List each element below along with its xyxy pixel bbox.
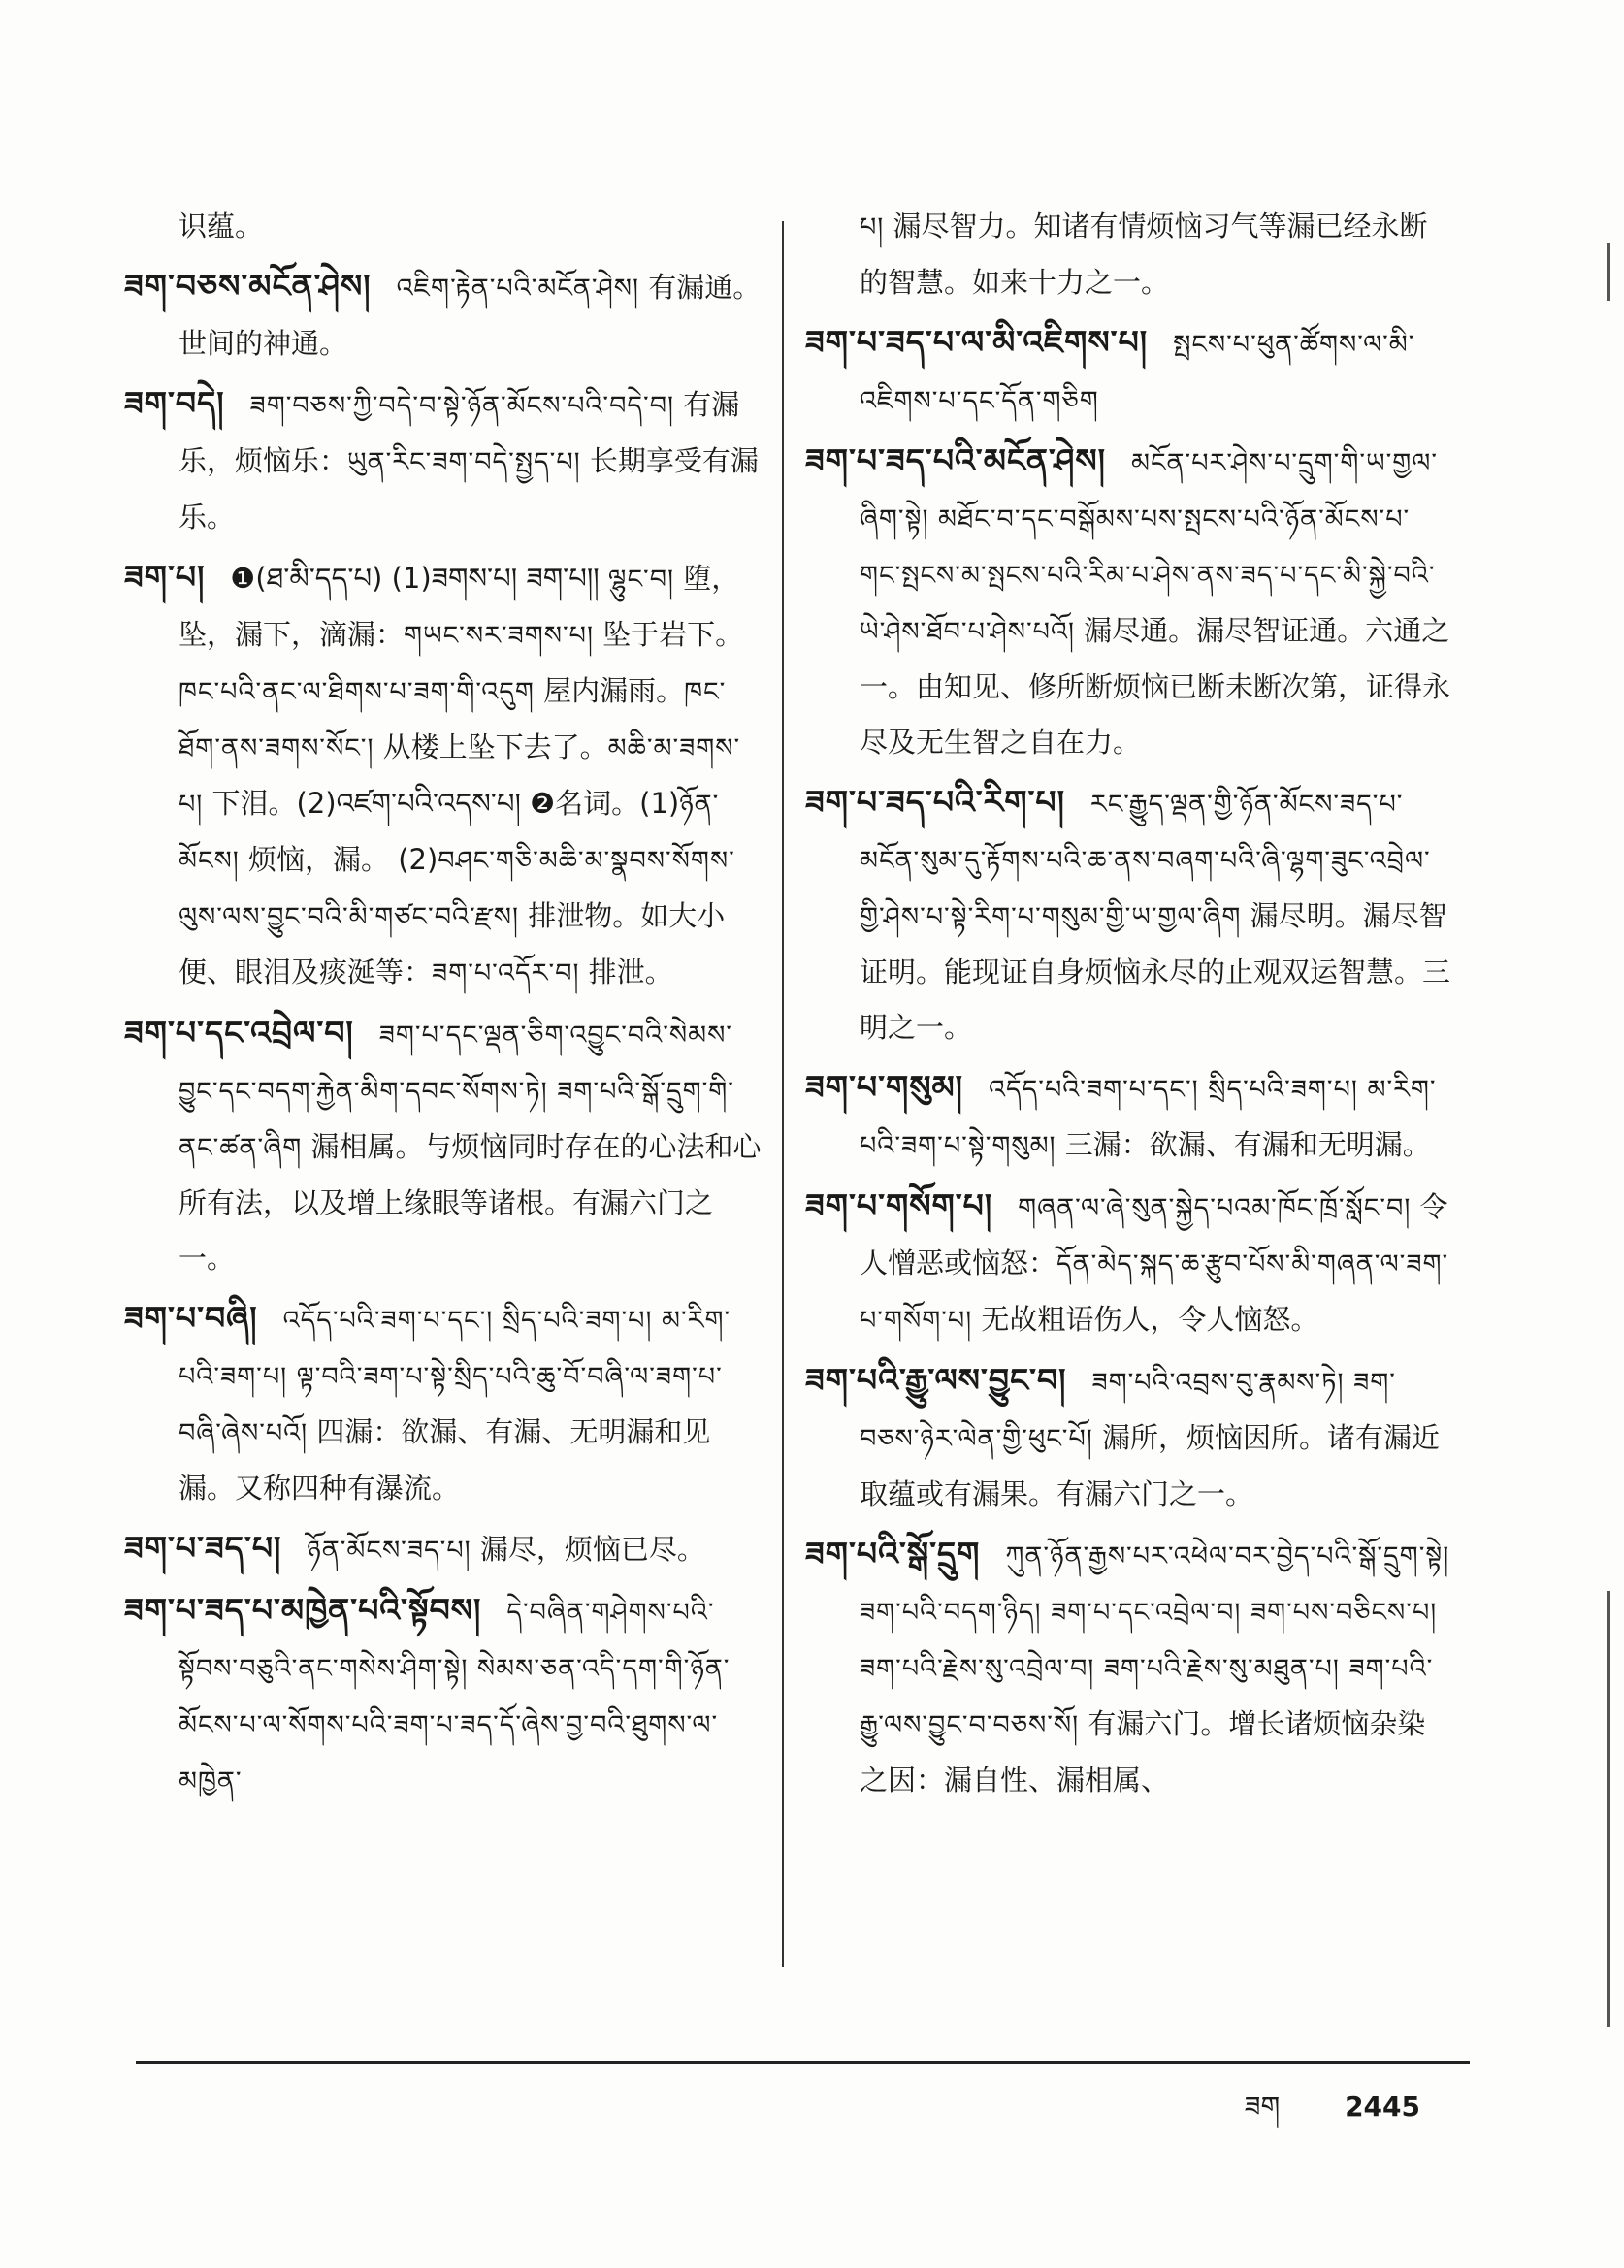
tibetan-text: ཁང་ཐོག་ནས་ཟགས་སོང་། [179,677,727,763]
dictionary-entry [124,375,764,545]
entry-headword: ཟག་བཅས་མངོན་ཤེས། [124,267,372,305]
dictionary-entry [805,774,1450,1055]
dictionary-entry [805,1178,1450,1348]
chinese-text: 有漏乐，烦恼乐： [179,388,740,477]
dictionary-entry [805,1059,1450,1174]
tibetan-text: དེ་བཞིན་གཤེགས་པའི་སྟོབས་བཅུའི་ནང་གསེས་ཤིག་སྟེ། སེམས་ཅན་འདི་དག་གི་ཉོན་མོངས་པ་ལ་སོགས་པའི་ཟག་པ་ཟད་དོ་ཞེས་བྱ་བའི་ཐུགས་ལ་མཁྱེན་ [179,1598,731,1797]
entry-headword: ཟག་པ་བཞི། [124,1299,258,1337]
chinese-text: 漏尽智力。知诸有情烦恼习气等漏已经永断的智慧。如来十力之一。 [860,210,1428,299]
dictionary-entry [805,1352,1450,1522]
chinese-text: 四漏：欲漏、有漏、无明漏和见漏。又称四种有瀑流。 [179,1415,711,1505]
tibetan-text: སྤངས་པ་ཕུན་ཚོགས་ལ་མི་འཇིགས་པ་དང་དོན་གཅིག [860,330,1415,416]
tibetan-text: ཀུན་ཉོན་རྒྱས་པར་འཕེལ་བར་བྱེད་པའི་སྒོ་དྲུག་སྟེ། ཟག་པའི་བདག་ཉིད། ཟག་པ་དང་འབྲེལ་བ། ཟག་པས་བཅིངས་པ། ཟག་པའི་རྗེས་སུ་འབྲེལ་བ། ཟག་པའི་རྗེས་སུ་མཐུན་པ། ཟག་པའི་རྒྱུ་ལས་བྱུང་བ་བཅས་སོ། [860,1541,1450,1740]
entry-headword: ཟག་པ་དང་འབྲེལ་བ། [124,1014,354,1052]
page-number: 2445 [1345,2090,1420,2122]
chinese-text: 漏相属。与烦恼同时存在的心法和心所有法，以及增上缘眼等诸根。有漏六门之一。 [179,1130,762,1275]
tibetan-text: གཞན་ལ་ཞེ་སུན་སྐྱེད་པའམ་ཁོང་ཁྲོ་སློང་བ། [1018,1193,1412,1223]
entry-headword: ཟག་པ་གསུམ། [805,1068,964,1106]
chinese-text: 有漏通。世间的神通。 [179,271,762,360]
tibetan-text: རང་རྒྱུད་ལྡན་གྱི་ཉོན་མོངས་ཟད་པ་མངོན་སུམ་དུ་རྟོགས་པའི་ཆ་ནས་བཞག་པའི་ཞི་ལྷག་ཟུང་འབྲེལ་གྱི་ཤེས་པ་སྟེ་རིག་པ་གསུམ་གྱི་ཡ་གྱལ་ཞིག [860,790,1431,932]
entry-headword: ཟག་པ་ཟད་པའི་རིག་པ། [805,783,1065,821]
chinese-text: 无故粗语伤人，令人恼怒。 [972,1303,1319,1336]
footer-rule [136,2061,1470,2064]
tibetan-text: ཉོན་མོངས་ཟད་པ། [307,1536,471,1566]
right-lead-text [805,199,1450,310]
tibetan-text: དོན་མེད་སྐད་ཆ་རྩུབ་པོས་མི་གཞན་ལ་ཟག་པ་གསོག་པ། [860,1249,1449,1336]
chinese-text: 三漏：欲漏、有漏和无明漏。 [1056,1128,1431,1161]
tibetan-text: ཟག་པ་འདོར་བ། [432,958,580,988]
tibetan-text: ལྷུང་བ། [607,565,674,595]
dictionary-entry [124,549,764,1001]
tibetan-text: ཉོན་མོངས། [179,790,720,876]
scan-edge-mark [1607,243,1610,301]
tibetan-text: མཆི་མ་ཟགས་པ། [179,733,741,820]
dictionary-entry [805,1526,1450,1808]
column-divider [782,221,784,1967]
tibetan-text: འཇིག་རྟེན་པའི་མངོན་ཤེས། [396,274,639,304]
entry-headword: ཟག་པ་ཟད་པ་ལ་མི་འཇིགས་པ། [805,323,1149,361]
tibetan-text: ཟག་པ་དང་ལྡན་ཅིག་འབྱུང་བའི་སེམས་བྱུང་དང་བདག་རྐྱེན་མིག་དབང་སོགས་ཏེ། ཟག་པའི་སྒོ་དྲུག་གི་ནང་ཚན་ཞིག [179,1021,734,1163]
chinese-text: 坠于岩下。 [593,618,744,651]
entry-headword: ཟག་པ་ཟད་པ། [124,1529,282,1567]
left-lead-text: 识蕴。 [179,210,264,243]
tibetan-text: བཤང་གཅི་མཆི་མ་སྣབས་སོགས་ལུས་ལས་བྱུང་བའི་མི་གཙང་བའི་རྫས། [179,846,735,932]
entry-headword: ཟག་བདེ། [124,384,225,422]
dictionary-entry [124,1582,764,1809]
chinese-text: 排泄物。如大小便、眼泪及痰涎等： [179,899,726,988]
dictionary-entry [124,1520,764,1578]
dictionary-entry [805,314,1450,429]
chinese-text: 有漏六门。增长诸烦恼杂染之因：漏自性、漏相属、 [860,1707,1426,1797]
entry-headword: ཟག་པའི་རྒྱུ་ལས་བྱུང་བ། [805,1361,1067,1399]
chinese-text: 排泄。 [579,956,673,988]
tibetan-text: འདོད་པའི་ཟག་པ་དང་། སྲིད་པའི་ཟག་པ། མ་རིག་པའི་ཟག་པ་སྟེ་གསུམ། [860,1075,1437,1161]
tibetan-text: ཟག་པའི་འབྲས་བུ་རྣམས་ཏེ། ཟག་བཅས་ཉེར་ལེན་གྱི་ཕུང་པོ། [860,1368,1396,1454]
right-column [805,199,1450,1812]
chinese-text: 烦恼，漏。 (2) [239,843,438,876]
left-column [124,199,764,1813]
footer-section-word: ཟག [1244,2090,1281,2122]
chinese-text: 漏尽，烦恼已尽。 [471,1533,705,1566]
dictionary-entry [124,1290,764,1516]
entry-headword: ཟག་པ་གསོག་པ། [805,1186,993,1224]
chinese-text: 堕，坠，漏下，滴漏： [179,562,740,651]
scan-edge-mark [1607,1591,1610,2027]
chinese-text: 长期享受有漏乐。 [179,444,759,534]
chinese-text: 令人憎恶或恼怒： [860,1190,1448,1280]
entry-headword: ཟག་པ་ཟད་པའི་མངོན་ཤེས། [805,441,1106,479]
chinese-text: 下泪。(2)འཛག་པའི་འདས་པ། ❷名词。(1) [203,787,680,820]
tibetan-text: པ། [860,212,885,243]
dictionary-entry [805,433,1450,770]
chinese-text: 从楼上坠下去了。 [374,730,608,763]
entry-headword: ཟག་པ་ཟད་པ་མཁྱེན་པའི་སྟོབས། [124,1591,482,1629]
tibetan-text: ཡུན་རིང་ཟག་བདེ་སྤྱད་པ། [347,447,581,477]
chinese-text: 漏所，烦恼因所。诸有漏近取蕴或有漏果。有漏六门之一。 [860,1421,1441,1510]
dictionary-entry [124,258,764,372]
dictionary-entry [124,1005,764,1286]
entry-headword: ཟག་པའི་སྒོ་དྲུག [805,1535,981,1572]
page-footer [1245,2076,1420,2153]
entry-headword: ཟག་པ། [124,558,206,596]
tibetan-text: ཁང་པའི་ནང་ལ་ཐིགས་པ་ཟག་གི་འདུག [179,677,535,707]
chinese-text: 漏尽明。漏尽智证明。能现证自身烦恼永尽的止观双运智慧。三明之一。 [860,899,1451,1044]
tibetan-text: མངོན་པར་ཤེས་པ་དྲུག་གི་ཡ་གྱལ་ཞིག་སྟེ། མཐོང་བ་དང་བསྒོམས་པས་སྤངས་པའི་ཉོན་མོངས་པ་གང་སྤངས་མ་སྤངས་པའི་རིམ་པ་ཤེས་ནས་ཟད་པ་དང་མི་སྐྱེ་བའི་ཡེ་ཤེས་ཐོབ་པ་ཤེས་པའོ། [860,448,1439,647]
chinese-text: 漏尽通。漏尽智证通。六通之一。由知见、修所断烦恼已断未断次第，证得永尽及无生智之自在力。 [860,614,1451,759]
tibetan-text: གཡང་སར་ཟགས་པ། [404,621,594,651]
tibetan-text: ཟག་བཅས་ཀྱི་བདེ་བ་སྟེ་ཉོན་མོངས་པའི་བདེ་བ། [249,391,674,421]
chinese-text: ❶(ཐ་མི་དད་པ) (1)ཟགས་པ། ཟག་པ།། [230,562,608,595]
chinese-text: 屋内漏雨。 [534,674,685,707]
tibetan-text: འདོད་པའི་ཟག་པ་དང་། སྲིད་པའི་ཟག་པ། མ་རིག་པའི་ཟག་པ། ལྟ་བའི་ཟག་པ་སྟེ་སྲིད་པའི་ཆུ་བོ་བཞི་ལ་ཟག་པ་བཞི་ཞེས་པའོ། [179,1306,731,1448]
